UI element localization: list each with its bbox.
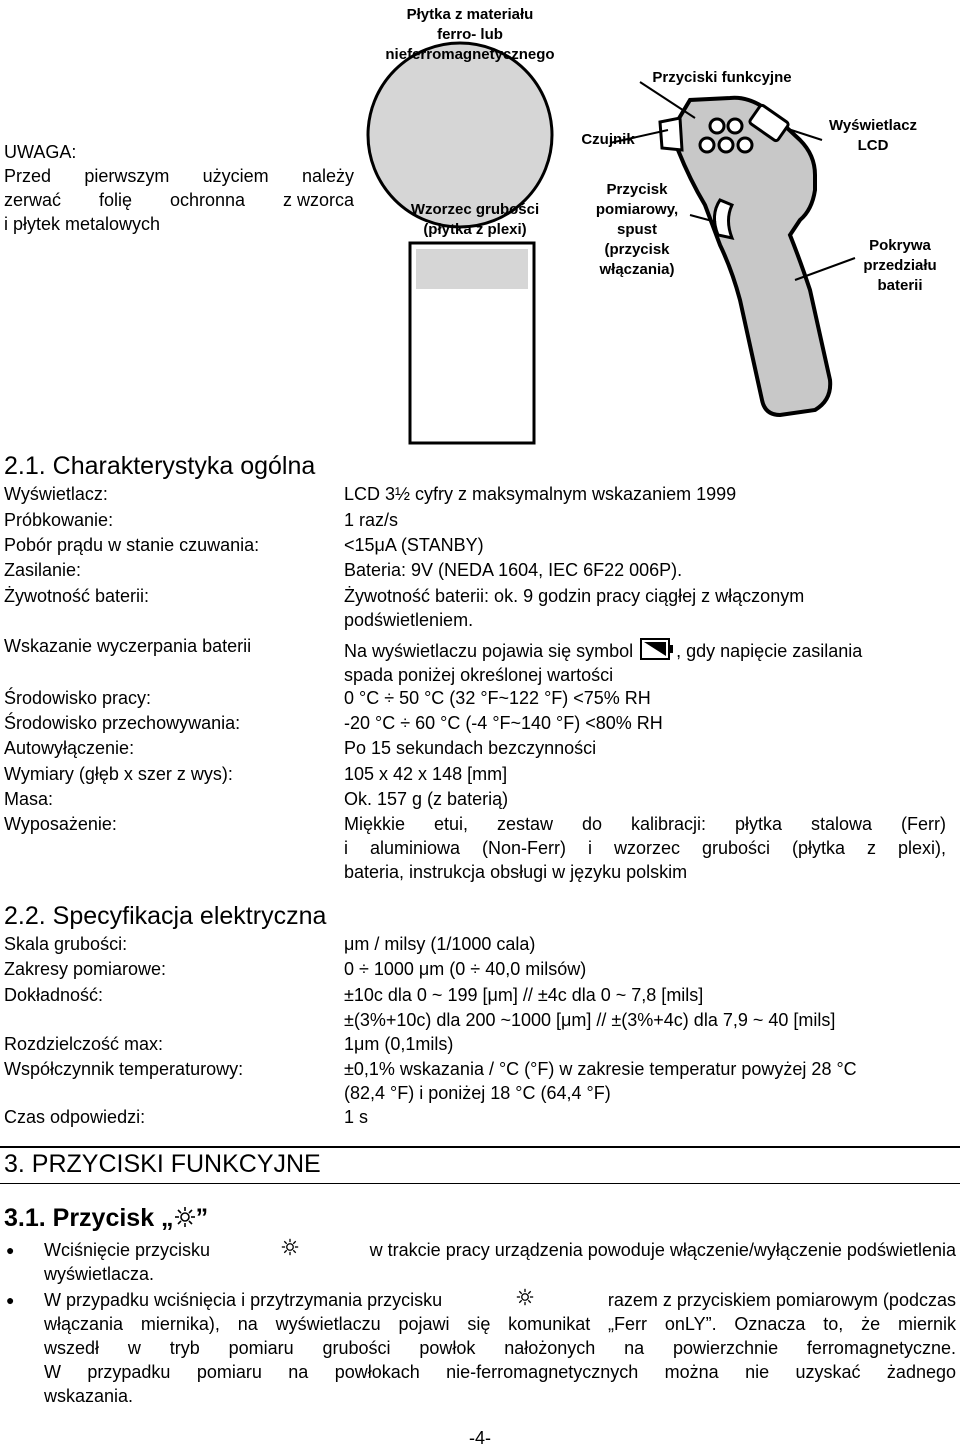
sensor-label: Czujnik [581,131,635,148]
spec-value: 0 °C ÷ 50 °C (32 °F~122 °F) <75% RH [344,688,651,708]
section-31-title: 3.1. Przycisk „ ” [4,1204,209,1232]
spec-value: Bateria: 9V (NEDA 1604, IEC 6F22 006P). [344,560,683,580]
display-label: Wyświetlacz LCD [828,117,918,154]
bullet-item: ● W przypadku wciśnięcia i przytrzymania przycisku razem z przyciskiem pomiarowym (podczas włączania miernika), na wyświetlaczu pojawi się komunikat „Ferr onLY”. Oznacza to, że miernik wszedł w tryb pomiaru grubości powłok nałożonych na powierzchnie ferromagnetyczne. W przypadku pomiaru na powłokach nie-ferromagnetycznych można nie uzyskać żadnego wskazania. [6,1290,956,1406]
note-line-2: zerwać folię ochronna z wzorca [4,190,354,210]
spec-value: 1 s [344,1107,369,1127]
spec-key: Żywotność baterii: [4,586,150,606]
trigger [714,200,732,238]
spec-value: 1μm (0,1mils) [344,1034,454,1054]
note-line-3: i płytek metalowych [4,214,161,234]
note-title: UWAGA: [4,142,77,162]
spec-key: Wymiary (głęb x szer z wys): [4,764,233,784]
spec-value: i aluminiowa (Non-Ferr) i wzorzec grubości (płytka z plexi), [344,838,946,858]
spec-key: Wyposażenie: [4,814,117,834]
spec-key: Rozdzielczość max: [4,1034,164,1054]
spec-key: Autowyłączenie: [4,738,135,758]
spec-key: Dokładność: [4,985,104,1005]
spec-value: 0 ÷ 1000 μm (0 ÷ 40,0 milsów) [344,959,587,979]
battery-low-icon [640,638,674,660]
spec-key: Wskazanie wyczerpania baterii [4,636,252,656]
plate-label: Płytka z materiału ferro- lub nieferromagnetycznego [385,6,555,63]
battery-cover-label: Pokrywa przedziału baterii [863,237,937,294]
spec-key: Zasilanie: [4,560,82,580]
spec-value: 105 x 42 x 148 [mm] [344,764,508,784]
backlight-sun-icon [516,1288,534,1306]
spec-value: Na wyświetlaczu pojawia się symbol [344,641,634,661]
device-figure [360,0,960,450]
spec-key: Skala grubości: [4,934,128,954]
section-21-title: 2.1. Charakterystyka ogólna [4,452,316,480]
spec-value: -20 °C ÷ 60 °C (-4 °F~140 °F) <80% RH [344,713,663,733]
spec-key: Współczynnik temperaturowy: [4,1059,244,1079]
function-buttons-label: Przyciski funkcyjne [652,69,792,86]
spec-value: ±10c dla 0 ~ 199 [μm] // ±4c dla 0 ~ 7,8 [mils] [344,985,704,1005]
spec-value: Żywotność baterii: ok. 9 godzin pracy ciągłej z włączonym podświetleniem. [344,586,805,630]
spec-value: μm / milsy (1/1000 cala) [344,934,536,954]
spec-value: LCD 3½ cyfry z maksymalnym wskazaniem 1999 [344,484,737,504]
spec-key: Masa: [4,789,54,809]
spec-value: Miękkie etui, zestaw do kalibracji: płytka stalowa (Ferr) [344,814,946,834]
backlight-sun-icon [281,1238,299,1256]
spec-value: <15μA (STANBY) [344,535,484,555]
spec-value: Po 15 sekundach bezczynności [344,738,597,758]
bullet-icon: ● [6,1292,15,1308]
section-22-title: 2.2. Specyfikacja elektryczna [4,902,327,930]
bullet-icon: ● [6,1242,15,1258]
page-number: -4- [469,1428,491,1448]
spec-key: Pobór prądu w stanie czuwania: [4,535,260,555]
note-block [4,140,354,236]
bullet-item: ● Wciśnięcie przycisku w trakcie pracy urządzenia powoduje włączenie/wyłączenie podświetlenia wyświetlacza. [6,1240,956,1284]
sensor-tip [660,118,682,150]
backlight-sun-icon [174,1206,196,1228]
spec-value: (82,4 °F) i poniżej 18 °C (64,4 °F) [344,1083,611,1103]
spec-value: ±0,1% wskazania / °C (°F) w zakresie temperatur powyżej 28 °C [344,1059,857,1079]
spec-key: Zakresy pomiarowe: [4,959,167,979]
spec-value: ±(3%+10c) dla 200 ~1000 [μm] // ±(3%+4c) dla 7,9 ~ 40 [mils] [344,1010,836,1030]
spec-key: Czas odpowiedzi: [4,1107,146,1127]
spec-key: Środowisko przechowywania: [4,713,241,733]
spec-value: 1 raz/s [344,510,399,530]
spec-value: Ok. 157 g (z baterią) [344,789,509,809]
spec-key: Środowisko pracy: [4,688,152,708]
standard-label: Wzorzec grubości (płytka z plexi) [410,201,540,238]
note-line-1: Przed pierwszym użyciem należy [4,166,354,186]
section-3-title: 3. PRZYCISKI FUNKCYJNE [4,1150,321,1178]
spec-key: Wyświetlacz: [4,484,108,504]
spec-value: bateria, instrukcja obsługi w języku polskim [344,862,688,882]
divider [0,1183,960,1184]
spec-key: Próbkowanie: [4,510,114,530]
trigger-label: Przycisk pomiarowy, spust (przycisk włączania) [595,181,679,278]
divider [0,1146,960,1148]
